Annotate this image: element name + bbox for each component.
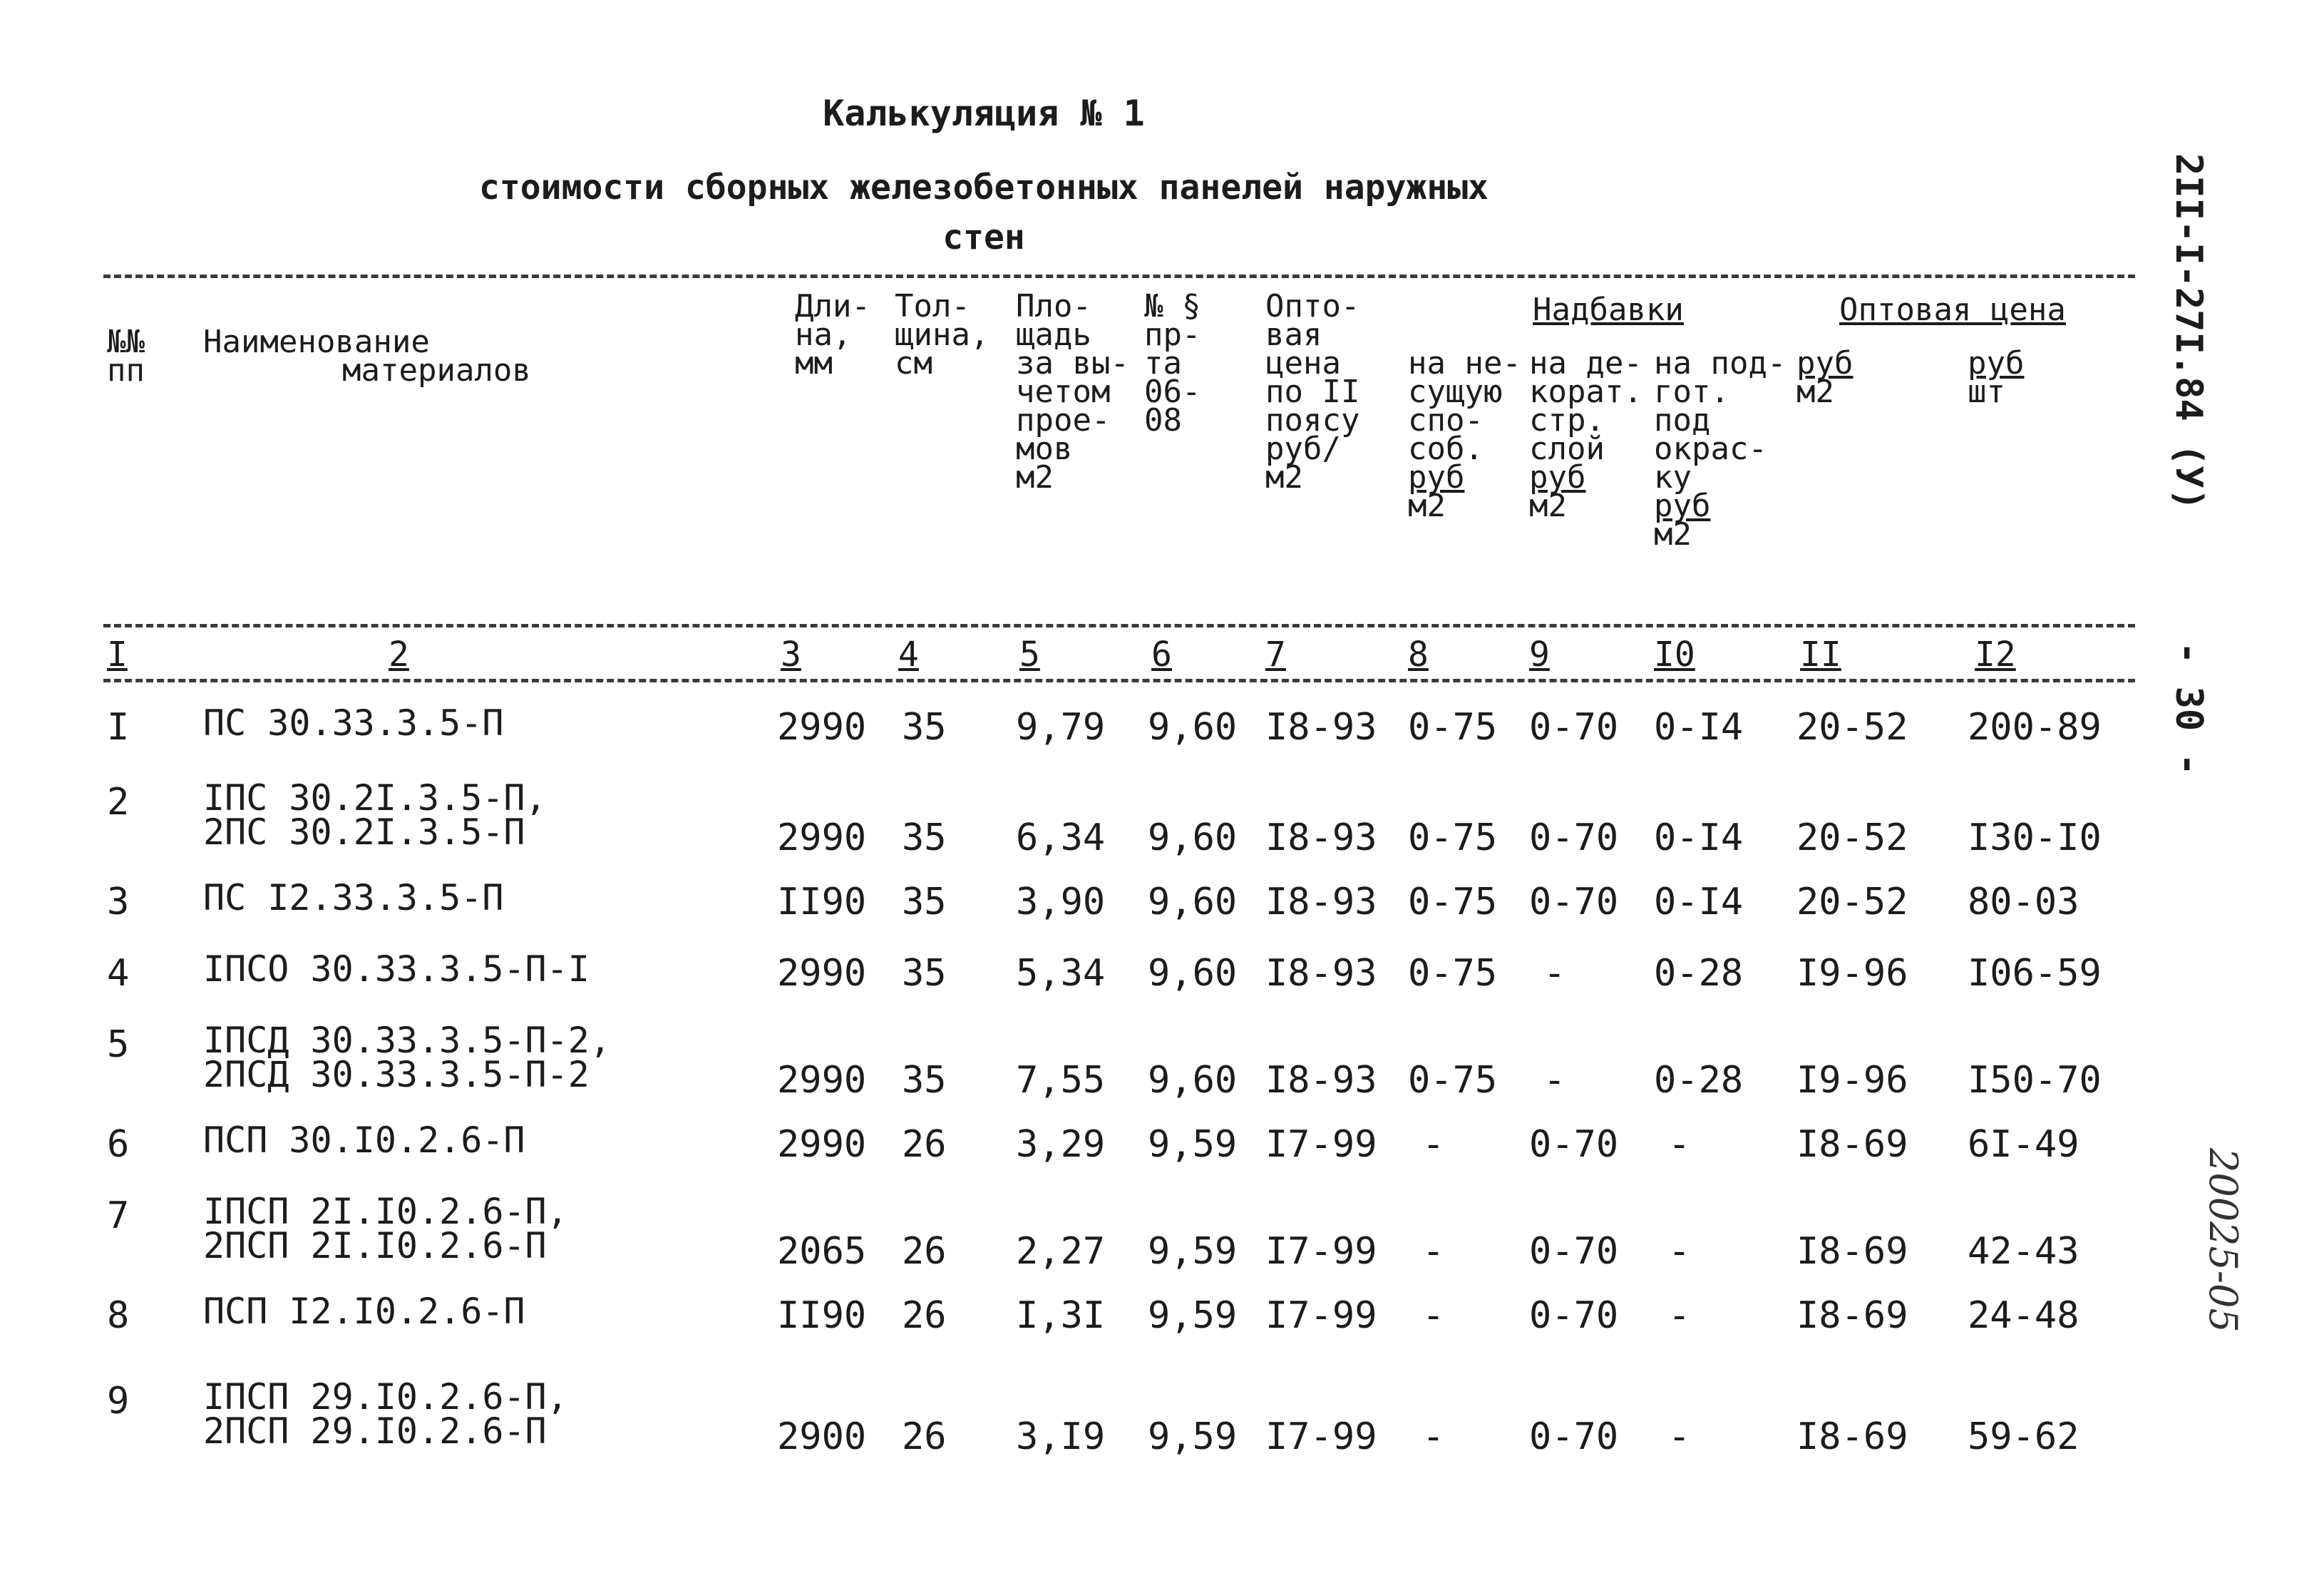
row-c9: 0-70 [1529,816,1619,859]
header-length-line: Дли- [795,288,870,324]
header-price_list-line: пр- [1144,317,1201,353]
row-c6: 9,60 [1148,1059,1238,1102]
header-surcharge_bearing-line: м2 [1408,488,1446,524]
row-name: 2ПС 30.2I.3.5-П [203,811,525,853]
row-c12: 80-03 [1968,881,2079,923]
row-name: 2ПСД 30.33.3.5-П-2 [203,1054,590,1095]
document-subtitle-cont: стен [942,217,1025,257]
row-c6: 9,59 [1148,1415,1238,1458]
row-name: 2ПСП 2I.I0.2.6-П [203,1225,547,1266]
row-number: 5 [107,1023,130,1066]
header-area-line: Пло- [1016,288,1091,324]
column-numbers-rule [103,679,2135,682]
row-c3: II90 [777,881,867,923]
row-c11: I8-69 [1796,1294,1908,1337]
row-c4: 26 [902,1230,947,1273]
header-surcharge_bearing-line: спо- [1408,402,1484,439]
row-c11: 20-52 [1796,816,1908,859]
row-c7: I8-93 [1265,952,1377,995]
header-bottom-rule [103,624,2135,627]
row-c11: 20-52 [1796,881,1908,923]
header-surcharge_bearing-line: на не- [1408,345,1521,381]
header-wholesale-line: поясу [1265,402,1360,439]
header-wholesale-line: руб/ [1265,431,1341,467]
row-c3: 2990 [777,706,867,749]
header-surcharge_decor-line: руб [1529,459,1586,496]
row-c10: - [1668,1123,1691,1166]
row-c6: 9,59 [1148,1230,1238,1273]
handwritten-number: 20025-05 [2201,1148,2246,1333]
row-name: ПС 30.33.3.5-П [203,702,504,744]
document-subtitle: стоимости сборных железобетонных панелей наружных [478,168,1489,208]
header-area-line: прое- [1016,402,1111,439]
row-c9: 0-70 [1529,1230,1619,1273]
row-c12: 24-48 [1968,1294,2079,1337]
row-c5: 9,79 [1016,706,1106,749]
row-c8: 0-75 [1408,816,1498,859]
header-area-line: четом [1016,374,1111,410]
row-c11: I9-96 [1796,952,1908,995]
row-number: 6 [107,1123,130,1166]
header-surcharge_paint-line: ку [1654,459,1692,496]
row-c7: I8-93 [1265,816,1377,859]
header-area-line: за вы- [1016,345,1129,381]
row-c5: 3,29 [1016,1123,1106,1166]
row-c8: - [1422,1415,1445,1458]
column-number: 5 [1019,635,1040,675]
row-c12: I30-I0 [1968,816,2102,859]
row-c8: 0-75 [1408,952,1498,995]
header-area-line: мов [1016,431,1073,467]
row-c4: 26 [902,1123,947,1166]
row-c6: 9,59 [1148,1294,1238,1337]
column-number: II [1800,635,1841,675]
row-c4: 35 [902,952,947,995]
row-c11: I8-69 [1796,1415,1908,1458]
page-number: - 30 - [2167,642,2210,776]
row-c3: 2990 [777,816,867,859]
column-number: I0 [1654,635,1695,675]
row-c3: 2990 [777,1123,867,1166]
row-c3: II90 [777,1294,867,1337]
header-price_list-line: 08 [1144,402,1182,439]
row-name: ПСП I2.I0.2.6-П [203,1291,525,1332]
header-surcharge_bearing-line: сущую [1408,374,1503,410]
header-surcharge_paint-line: окрас- [1654,431,1767,467]
row-c8: - [1422,1294,1445,1337]
header-length-line: на, [795,317,852,353]
header-area-line: м2 [1016,459,1054,496]
row-name: ПС I2.33.3.5-П [203,877,504,918]
row-c7: I8-93 [1265,1059,1377,1102]
row-c12: 200-89 [1968,706,2102,749]
header-surcharge_paint-line: м2 [1654,516,1692,553]
row-name: IПСД 30.33.3.5-П-2, [203,1020,611,1061]
row-c10: 0-I4 [1654,881,1744,923]
header-wholesale-line: цена [1265,345,1341,381]
row-c8: 0-75 [1408,881,1498,923]
row-number: 7 [107,1194,130,1237]
row-name: IПСП 29.I0.2.6-П, [203,1376,568,1418]
row-c9: - [1543,952,1566,995]
header-price_m2-line: м2 [1796,374,1834,410]
header-name-line: Наименование [203,324,430,360]
row-c7: I7-99 [1265,1294,1377,1337]
column-number: 8 [1408,635,1429,675]
header-surcharge_bearing-line: руб [1408,459,1465,496]
row-c4: 26 [902,1415,947,1458]
header-surcharge_paint-line: на под- [1654,345,1786,381]
row-c5: 2,27 [1016,1230,1106,1273]
row-c3: 2990 [777,952,867,995]
header-surcharge_paint-line: руб [1654,488,1711,524]
row-c9: 0-70 [1529,1294,1619,1337]
row-c5: 6,34 [1016,816,1106,859]
row-name: ПСП 30.I0.2.6-П [203,1120,525,1161]
header-num-line: пп [107,352,145,389]
header-price_m2-line: руб [1796,345,1853,381]
row-c3: 2990 [777,1059,867,1102]
row-number: 2 [107,781,130,824]
row-name: 2ПСП 29.I0.2.6-П [203,1410,547,1452]
row-c7: I7-99 [1265,1123,1377,1166]
row-c9: 0-70 [1529,881,1619,923]
row-c7: I8-93 [1265,881,1377,923]
table-top-rule [103,275,2135,278]
row-c11: 20-52 [1796,706,1908,749]
row-number: 4 [107,952,130,995]
column-number: I2 [1975,635,2016,675]
row-c5: 5,34 [1016,952,1106,995]
header-surcharges-group: Надбавки [1533,292,1684,328]
column-number: I [107,635,128,675]
header-thickness-line: см [895,345,932,381]
header-thickness-line: щина, [895,317,989,353]
header-price_pc-line: руб [1968,345,2025,381]
row-c6: 9,59 [1148,1123,1238,1166]
header-length-line: мм [795,345,833,381]
document-title: Калькуляция № 1 [823,93,1145,134]
row-c4: 26 [902,1294,947,1337]
header-price_list-line: та [1144,345,1182,381]
row-number: 8 [107,1294,130,1337]
side-document-code: 2II-I-27I.84 (У) [2167,153,2210,511]
row-c6: 9,60 [1148,706,1238,749]
row-c11: I8-69 [1796,1230,1908,1273]
row-c8: 0-75 [1408,1059,1498,1102]
header-price_list-line: № § [1144,288,1201,324]
column-number: 6 [1151,635,1172,675]
row-number: 9 [107,1380,130,1423]
header-price_pc-line: шт [1968,374,2005,410]
row-c10: 0-I4 [1654,706,1744,749]
header-wholesale-price-group: Оптовая цена [1839,292,2066,328]
row-name: IПСО 30.33.3.5-П-I [203,948,590,990]
header-num-line: №№ [107,324,145,360]
row-c3: 2900 [777,1415,867,1458]
header-surcharge_paint-line: под [1654,402,1711,439]
column-number: 2 [389,635,409,675]
row-c12: 42-43 [1968,1230,2079,1273]
column-number: 7 [1265,635,1286,675]
row-c9: 0-70 [1529,1415,1619,1458]
row-c6: 9,60 [1148,881,1238,923]
header-surcharge_bearing-line: соб. [1408,431,1484,467]
header-wholesale-line: по II [1265,374,1360,410]
row-c9: 0-70 [1529,1123,1619,1166]
header-thickness-line: Тол- [895,288,970,324]
row-c4: 35 [902,816,947,859]
header-surcharge_paint-line: гот. [1654,374,1729,410]
header-wholesale-line: Опто- [1265,288,1360,324]
column-number: 4 [898,635,919,675]
row-c3: 2065 [777,1230,867,1273]
row-c10: 0-I4 [1654,816,1744,859]
column-number: 3 [781,635,801,675]
row-c10: 0-28 [1654,952,1744,995]
row-c10: - [1668,1294,1691,1337]
row-number: 3 [107,881,130,923]
row-c8: - [1422,1230,1445,1273]
row-c4: 35 [902,1059,947,1102]
row-c12: 6I-49 [1968,1123,2079,1166]
row-c4: 35 [902,881,947,923]
row-number: I [107,706,130,749]
header-surcharge_decor-line: на де- [1529,345,1642,381]
row-name: IПСП 2I.I0.2.6-П, [203,1191,568,1232]
row-c6: 9,60 [1148,816,1238,859]
row-c9: 0-70 [1529,706,1619,749]
row-c11: I8-69 [1796,1123,1908,1166]
header-wholesale-line: м2 [1265,459,1303,496]
header-price_list-line: 06- [1144,374,1201,410]
row-c8: - [1422,1123,1445,1166]
row-c5: 7,55 [1016,1059,1106,1102]
row-c12: I50-70 [1968,1059,2102,1102]
header-wholesale-line: вая [1265,317,1322,353]
row-c8: 0-75 [1408,706,1498,749]
row-c12: 59-62 [1968,1415,2079,1458]
row-c10: 0-28 [1654,1059,1744,1102]
header-surcharge_decor-line: стр. [1529,402,1605,439]
row-c12: I06-59 [1968,952,2102,995]
row-c7: I7-99 [1265,1415,1377,1458]
row-c6: 9,60 [1148,952,1238,995]
row-c5: I,3I [1016,1294,1106,1337]
row-c5: 3,I9 [1016,1415,1106,1458]
row-c10: - [1668,1230,1691,1273]
header-surcharge_decor-line: м2 [1529,488,1567,524]
header-area-line: щадь [1016,317,1091,353]
header-surcharge_decor-line: корат. [1529,374,1642,410]
header-name-line: материалов [342,352,531,389]
row-c9: - [1543,1059,1566,1102]
row-c7: I7-99 [1265,1230,1377,1273]
header-surcharge_decor-line: слой [1529,431,1605,467]
row-c7: I8-93 [1265,706,1377,749]
column-number: 9 [1529,635,1550,675]
row-c5: 3,90 [1016,881,1106,923]
row-c10: - [1668,1415,1691,1458]
row-c4: 35 [902,706,947,749]
row-name: IПС 30.2I.3.5-П, [203,777,547,819]
row-c11: I9-96 [1796,1059,1908,1102]
